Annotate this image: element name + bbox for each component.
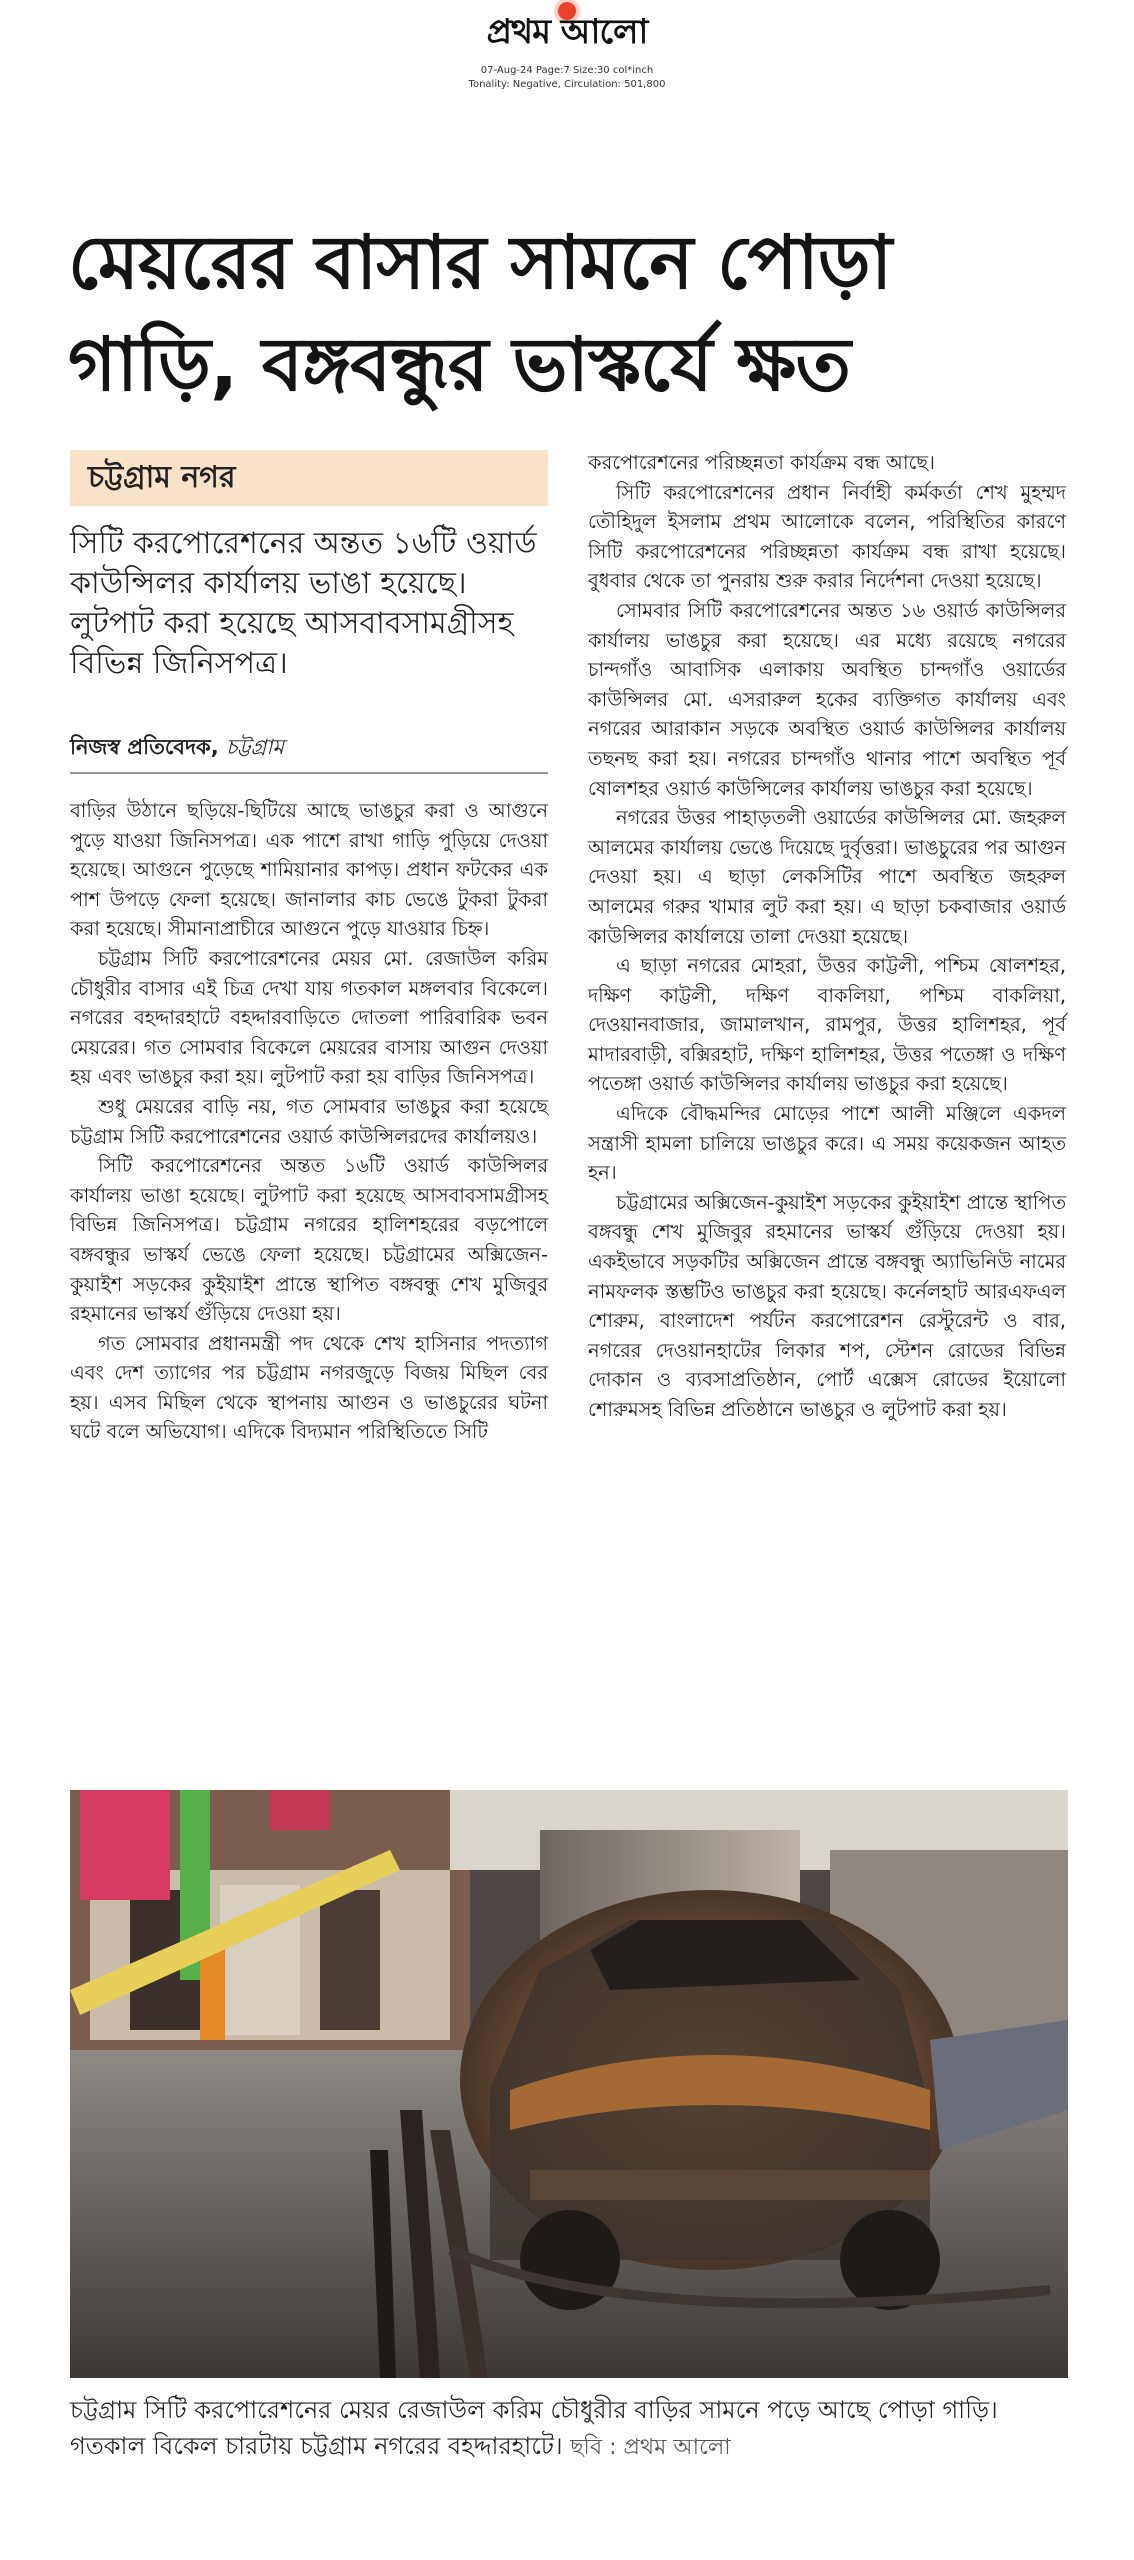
burnt-car-photo — [70, 1790, 1068, 2378]
clipping-meta-line-1: 07-Aug-24 Page:7 Size:30 col*inch — [480, 65, 654, 76]
paragraph: এ ছাড়া নগরের মোহরা, উত্তর কাট্টলী, পশ্চিম ষোলশহর, দক্ষিণ কাট্টলী, দক্ষিণ বাকলিয়া, পশ্চিম বাকলিয়া, দেওয়ানবাজার, জামালখান, রামপুর, উত্তর হালিশহর, পূর্ব মাদারবাড়ী, বক্সিরহাট, দক্ষিণ হালিশহর, উত্তর পতেঙ্গা ও দক্ষিণ পতেঙ্গা ওয়ার্ড কাউন্সিলর কার্যালয় ভাঙচুর করা হয়েছে। — [588, 954, 1066, 1096]
photo-illustration — [70, 1790, 1068, 2378]
section-kicker: চট্টগ্রাম নগর — [70, 450, 548, 506]
newspaper-logo — [487, 6, 648, 63]
article-headline: মেয়রের বাসার সামনে পোড়া গাড়ি, বঙ্গবন্ধুর ভাস্কর্যে ক্ষত — [68, 220, 892, 408]
paragraph: চট্টগ্রাম সিটি করপোরেশনের মেয়র মো. রেজাউল করিম চৌধুরীর বাসার এই চিত্র দেখা যায় গতকাল মঙ্গলবার বিকেলে। নগরের বহদ্দারহাটে বহদ্দারবাড়িতে দোতলা পারিবারিক ভবন মেয়রের। গত সোমবার বিকেলে মেয়রের বাসায় আগুন দেওয়া হয় এবং ভাঙচুর করা হয়। লুটপাট করা হয় বাড়ির জিনিসপত্র। — [70, 946, 548, 1089]
paragraph: চট্টগ্রামের অক্সিজেন-কুয়াইশ সড়কের কুইয়াইশ প্রান্তে স্থাপিত বঙ্গবন্ধু শেখ মুজিবুর রহমানের ভাস্কর্য গুঁড়িয়ে দেওয়া হয়। একইভাবে সড়কটির অক্সিজেন প্রান্তে বঙ্গবন্ধু অ্যাভিনিউ নামের নামফলক স্তম্ভটিও ভাঙচুর করা হয়েছে। কর্নেলহাট আরএফএল শোরুম, বাংলাদেশ পর্যটন করপোরেশন রেস্টুরেন্ট ও বার, নগরের দেওয়ানহাটের লিকার শপ, স্টেশন রোডের বিভিন্ন দোকান ও ব্যবসাপ্রতিষ্ঠান, পোর্ট এক্সেস রোডের ইয়োলো শোরুমসহ বিভিন্ন প্রতিষ্ঠানে ভাঙচুর ও লুটপাট করা হয়। — [588, 1190, 1066, 1421]
right-column — [588, 448, 1066, 1425]
left-body-text — [70, 796, 548, 1447]
paragraph: সিটি করপোরেশনের প্রধান নির্বাহী কর্মকর্তা শেখ মুহম্মদ তৌহিদুল ইসলাম প্রথম আলোকে বলেন, পরিস্থিতির কারণে সিটি করপোরেশনের পরিচ্ছন্নতা কার্যক্রম বন্ধ রাখা হয়েছে। বুধবার থেকে তা পুনরায় শুরু করার নির্দেশনা দেওয়া হয়েছে। — [588, 480, 1066, 593]
byline — [70, 732, 548, 774]
logo-text: প্রথম আলো — [486, 12, 648, 52]
article-deck: সিটি করপোরেশনের অন্তত ১৬টি ওয়ার্ড কাউন্সিলর কার্যালয় ভাঙা হয়েছে। লুটপাট করা হয়েছে আসবাবসামগ্রীসহ বিভিন্ন জিনিসপত্র। — [70, 526, 537, 681]
byline-name: নিজস্ব প্রতিবেদক, — [70, 735, 219, 759]
paragraph: করপোরেশনের পরিচ্ছন্নতা কার্যক্রম বন্ধ আছে। — [588, 451, 935, 474]
caption-text: চট্টগ্রাম সিটি করপোরেশনের মেয়র রেজাউল করিম চৌধুরীর বাড়ির সামনে পড়ে আছে পোড়া গাড়ি। গতকাল বিকেল চারটায় চট্টগ্রাম নগরের বহদ্দারহাটে। — [70, 2396, 998, 2460]
masthead — [0, 6, 1134, 91]
left-column — [70, 450, 548, 1447]
byline-place: চট্টগ্রাম — [226, 735, 285, 759]
paragraph: সিটি করপোরেশনের অন্তত ১৬টি ওয়ার্ড কাউন্সিলর কার্যালয় ভাঙা হয়েছে। লুটপাট করা হয়েছে আসবাবসামগ্রীসহ বিভিন্ন জিনিসপত্র। চট্টগ্রাম নগরের হালিশহরের বড়পোলে বঙ্গবন্ধুর ভাস্কর্য ভেঙে ফেলা হয়েছে। চট্টগ্রামের অক্সিজেন-কুয়াইশ সড়কের কুইয়াইশ প্রান্তে স্থাপিত বঙ্গবন্ধু শেখ মুজিবুর রহমানের ভাস্কর্য গুঁড়িয়ে দেওয়া হয়। — [70, 1154, 548, 1326]
photo-caption — [70, 2392, 1068, 2466]
paragraph: সোমবার সিটি করপোরেশনের অন্তত ১৬ ওয়ার্ড কাউন্সিলর কার্যালয় ভাঙচুর করা হয়েছে। এর মধ্যে রয়েছে নগরের চান্দগাঁও আবাসিক এলাকায় অবস্থিত চান্দগাঁও ওয়ার্ডের কাউন্সিলর মো. এসরারুল হকের ব্যক্তিগত কার্যালয় এবং নগরের আরাকান সড়কে অবস্থিত ওয়ার্ড কাউন্সিলর কার্যালয় তছনছ করা হয়। নগরের চান্দগাঁও থানার পাশে অবস্থিত পূর্ব ষোলশহর ওয়ার্ড কাউন্সিলের কার্যালয় ভাঙচুর করা হয়েছে। — [588, 598, 1066, 800]
paragraph: নগরের উত্তর পাহাড়তলী ওয়ার্ডের কাউন্সিলর মো. জহরুল আলমের কার্যালয় ভেঙে দিয়েছে দুর্বৃত্তরা। ভাঙচুরের পর আগুন দেওয়া হয়। এ ছাড়া লেকসিটির পাশে অবস্থিত জহরুল আলমের গরুর খামার লুট করা হয়। এ ছাড়া চকবাজার ওয়ার্ড কাউন্সিলর কার্যালয়ে তালা দেওয়া হয়েছে। — [588, 806, 1066, 948]
paragraph: গত সোমবার প্রধানমন্ত্রী পদ থেকে শেখ হাসিনার পদত্যাগ এবং দেশ ত্যাগের পর চট্টগ্রাম নগরজুড়ে বিজয় মিছিল বের হয়। এসব মিছিল থেকে স্থাপনায় আগুন ও ভাঙচুরের ঘটনা ঘটে বলে অভিযোগ। এদিকে বিদ্যমান পরিস্থিতিতে সিটি — [70, 1331, 548, 1444]
photo-credit: ছবি : প্রথম আলো — [570, 2435, 731, 2460]
paragraph: শুধু মেয়রের বাড়ি নয়, গত সোমবার ভাঙচুর করা হয়েছে চট্টগ্রাম সিটি করপোরেশনের ওয়ার্ড কাউন্সিলরদের কার্যালয়ও। — [70, 1094, 548, 1148]
paragraph: এদিকে বৌদ্ধমন্দির মোড়ের পাশে আলী মঞ্জিলে একদল সন্ত্রাসী হামলা চালিয়ে ভাঙচুর করে। এ সময় কয়েকজন আহত হন। — [588, 1102, 1066, 1185]
clipping-meta-line-2: Tonality: Negative, Circulation: 501,800 — [468, 79, 666, 90]
paragraph: বাড়ির উঠানে ছড়িয়ে-ছিটিয়ে আছে ভাঙচুর করা ও আগুনে পুড়ে যাওয়া জিনিসপত্র। এক পাশে রাখা গাড়ি পুড়িয়ে দেওয়া হয়েছে। আগুনে পুড়েছে শামিয়ানার কাপড়। প্রধান ফটকের এক পাশ উপড়ে ফেলা হয়েছে। জানালার কাচ ভেঙে টুকরা টুকরা করা হয়েছে। সীমানাপ্রাচীরে আগুনে পুড়ে যাওয়ার চিহ্ন। — [70, 799, 548, 941]
